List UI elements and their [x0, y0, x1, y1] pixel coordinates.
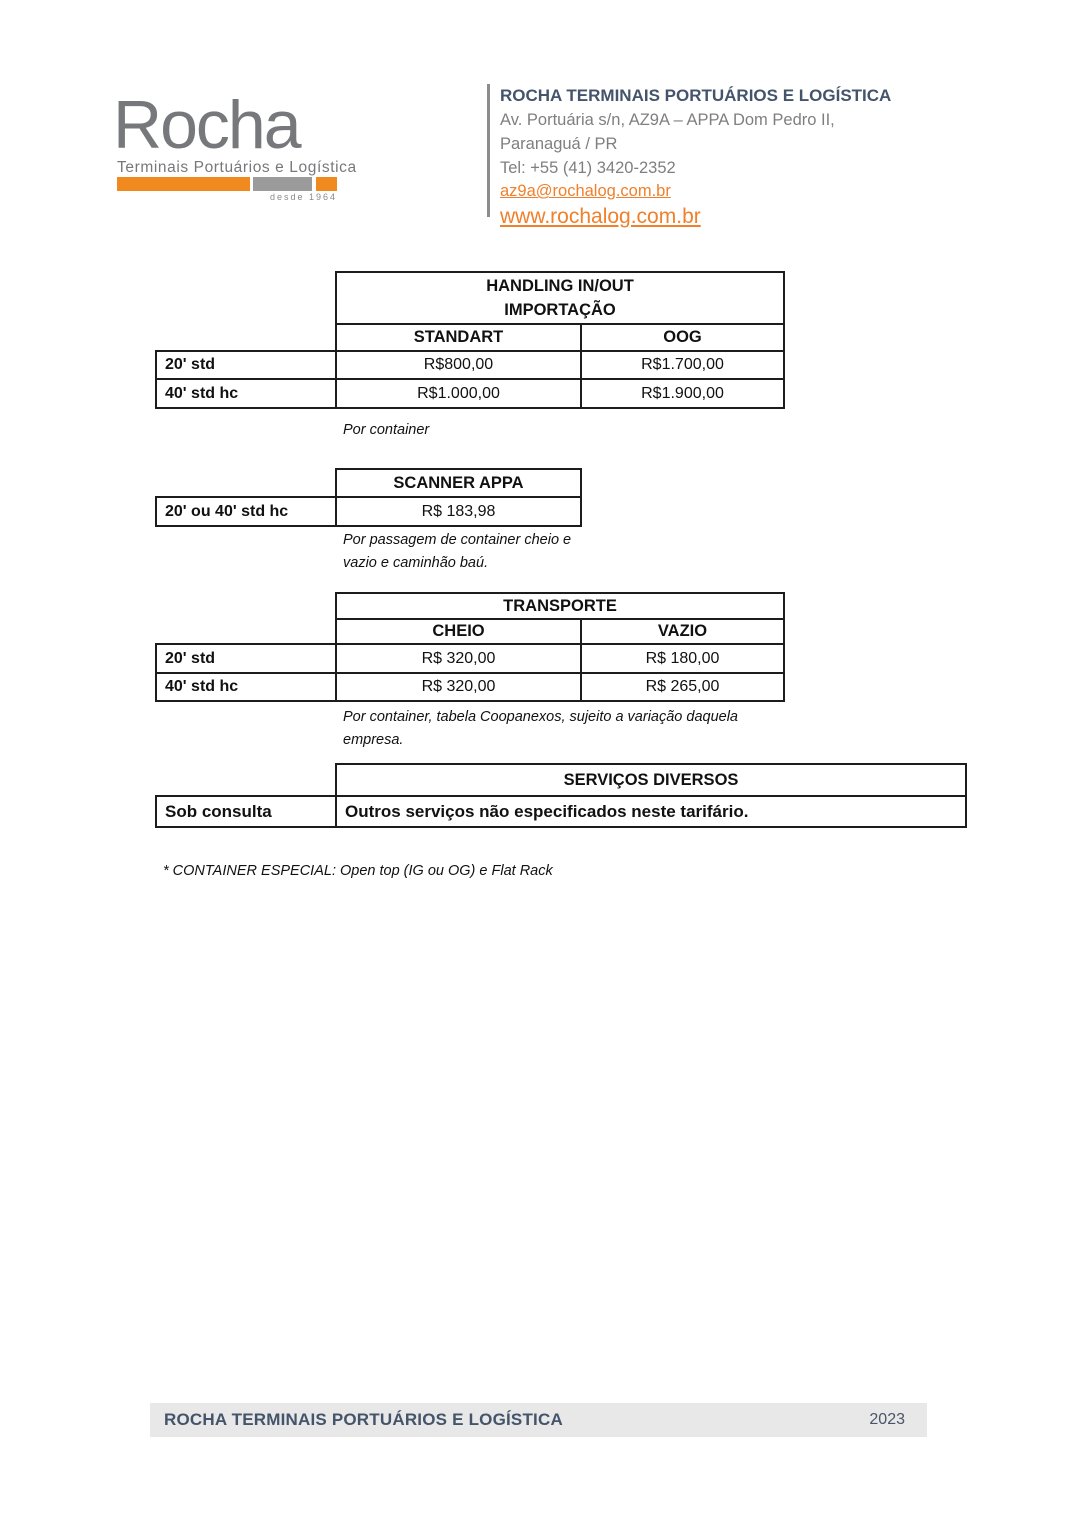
- transporte-note-line1: Por container, tabela Coopanexos, sujeito a variação daquela: [343, 709, 738, 725]
- handling-title-line1: HANDLING IN/OUT: [486, 277, 634, 295]
- footer-bar: [150, 1403, 927, 1437]
- logo-bar: [117, 177, 338, 191]
- handling-row1-oog: R$1.700,00: [580, 350, 785, 380]
- company-phone: Tel: +55 (41) 3420-2352: [500, 159, 676, 177]
- handling-row2-oog: R$1.900,00: [580, 378, 785, 409]
- logo-tagline: Terminais Portuários e Logística: [117, 159, 357, 176]
- scanner-row-label: 20' ou 40' std hc: [155, 496, 337, 527]
- handling-row2-label: 40' std hc: [155, 378, 337, 409]
- handling-row1-label: 20' std: [155, 350, 337, 380]
- footer-title: ROCHA TERMINAIS PORTUÁRIOS E LOGÍSTICA: [164, 1410, 563, 1429]
- transporte-row2-cheio: R$ 320,00: [335, 672, 582, 702]
- transporte-row2-vazio: R$ 265,00: [580, 672, 785, 702]
- company-address-line2: Paranaguá / PR: [500, 135, 618, 153]
- handling-row1-standart: R$800,00: [335, 350, 582, 380]
- transporte-row2-label: 40' std hc: [155, 672, 337, 702]
- logo-since-text: desde 1964: [269, 192, 337, 202]
- transporte-row1-cheio: R$ 320,00: [335, 643, 582, 674]
- logo-bar-orange-segment-small: [316, 177, 337, 191]
- transporte-note: [343, 706, 738, 752]
- scanner-note: [343, 529, 571, 575]
- handling-row2-standart: R$1.000,00: [335, 378, 582, 409]
- header-divider: [487, 84, 490, 217]
- handling-col-standart: STANDART: [335, 323, 582, 352]
- transporte-row1-vazio: R$ 180,00: [580, 643, 785, 674]
- transporte-table-title-cell: TRANSPORTE: [335, 592, 785, 620]
- scanner-row-value: R$ 183,98: [335, 496, 582, 527]
- company-address-line1: Av. Portuária s/n, AZ9A – APPA Dom Pedro II,: [500, 111, 835, 129]
- logo-wordmark: Rocha: [113, 87, 300, 163]
- servicos-row-value: Outros serviços não especificados neste tarifário.: [335, 795, 967, 828]
- logo-bar-gray-segment: [253, 177, 312, 191]
- handling-col-oog: OOG: [580, 323, 785, 352]
- transporte-row1-label: 20' std: [155, 643, 337, 674]
- scanner-note-line2: vazio e caminhão baú.: [343, 555, 489, 571]
- transporte-col-vazio: VAZIO: [580, 618, 785, 645]
- email-link[interactable]: az9a@rochalog.com.br: [500, 182, 671, 200]
- servicos-row-label: Sob consulta: [155, 795, 337, 828]
- scanner-table-title-cell: SCANNER APPA: [335, 468, 582, 498]
- company-info-block: [500, 84, 940, 229]
- container-especial-footnote: * CONTAINER ESPECIAL: Open top (IG ou OG) e Flat Rack: [163, 863, 553, 879]
- servicos-table-title-cell: SERVIÇOS DIVERSOS: [335, 763, 967, 797]
- handling-title-line2: IMPORTAÇÃO: [504, 301, 616, 319]
- scanner-note-line1: Por passagem de container cheio e: [343, 532, 572, 548]
- website-link[interactable]: www.rochalog.com.br: [500, 205, 701, 228]
- transporte-note-line2: empresa.: [343, 732, 404, 748]
- logo-bar-orange-segment: [117, 177, 250, 191]
- transporte-col-cheio: CHEIO: [335, 618, 582, 645]
- handling-table-title-cell: [335, 271, 785, 325]
- company-name: ROCHA TERMINAIS PORTUÁRIOS E LOGÍSTICA: [500, 86, 892, 105]
- footer-year: 2023: [869, 1411, 905, 1428]
- handling-note: Por container: [343, 422, 430, 438]
